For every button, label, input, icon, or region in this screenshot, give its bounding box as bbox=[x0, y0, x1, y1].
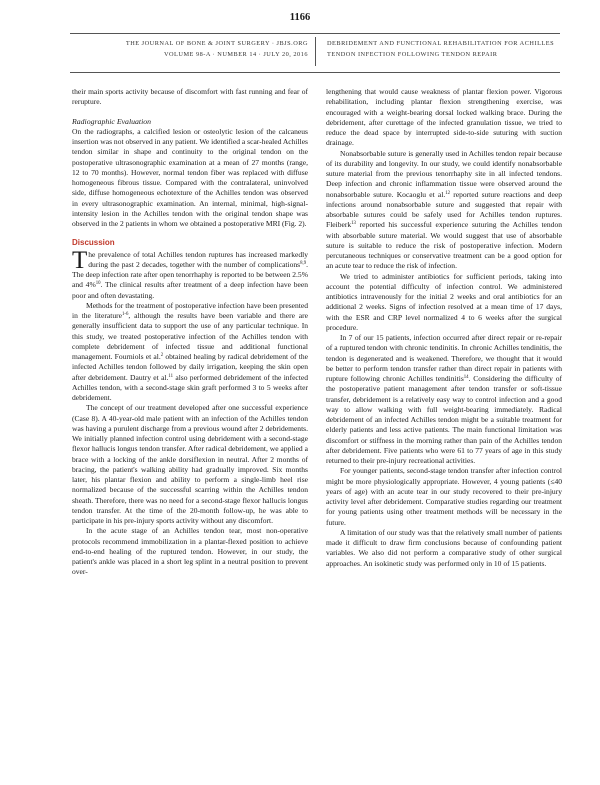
article-title-line2: TENDON INFECTION FOLLOWING TENDON REPAIR bbox=[327, 50, 498, 58]
right-column bbox=[326, 87, 562, 569]
volume-info: VOLUME 98-A · NUMBER 14 · JULY 20, 2016 bbox=[163, 50, 308, 58]
paragraph-discussion-1: The prevalence of total Achilles tendon ruptures has increased markedly during the past 2 decades, together with the number of complications$^{8,9}$. The deep infection rate after open tenorrhaphy is reported to be between 2.5% and 4%$^{10}$. The clinical results after treatment of a deep infection have been poor and often devastating. bbox=[72, 246, 308, 300]
header-rule-top bbox=[70, 33, 560, 34]
header-rule-bottom bbox=[70, 72, 560, 73]
paragraph-younger-patients: For younger patients, second-stage tendon transfer after infection control might be more physiologically appropriate. However, 4 young patients (≤40 years of age) with an acute tear in our study recovered to their pre-injury activity level after debridement. Comparative studies regarding our treatment for young patients using other treatment methods will be necessary in the future. bbox=[326, 466, 562, 527]
drop-cap: T bbox=[72, 246, 88, 274]
citation: 13 bbox=[351, 221, 356, 227]
header-divider bbox=[315, 37, 316, 66]
page-number: 1166 bbox=[289, 12, 311, 23]
running-header-left bbox=[72, 39, 308, 60]
subsection-title: Radiographic Evaluation bbox=[72, 116, 152, 126]
paragraph-continuation: their main sports activity because of discomfort with fast running and fear of rerupture. bbox=[72, 87, 308, 107]
citation: 12 bbox=[445, 190, 451, 196]
section-heading-discussion: Discussion bbox=[72, 238, 115, 248]
paragraph-discussion-3: The concept of our treatment developed after one successful experience (Case 8). A 40-year-old male patient with an infection of the Achilles tendon was having a purulent discharge from a previous wound after 2 debridements. We initially planned infection control using debridement with a second-stage flexor hallucis longus tendon transfer. After radical debridement, we applied a brace with a locking of the ankle dorsiflexion in neutral. After 2 months of bracing, the patient's walking ability had gradually improved. Six months later, his plantar flexion and ability to perform a single-limb heel rise normalized because of the successful scarring within the Achilles tendon sheath. Therefore, there was no need for a second-stage flexor hallucis longus tendon transfer. At the time of the 20-month follow-up, he was able to participate in his pre-injury sports activity without any discomfort. bbox=[72, 403, 308, 525]
paragraph-discussion-2: Methods for the treatment of postoperative infection have been presented in the literature$^{1-6}$, although the results have been variable and there are generally insufficient data to support the use of any particular technique. In this study, we treated postoperative infection of the Achilles tendon with complete debridement of infected tissue and additional functional management. Fourniols et al.$^2$ obtained healing by radical debridement of the infected Achilles tendon followed by daily irrigation, keeping the skin open after debridement. Dautry et al.$^{11}$ also performed debridement of the infected Achilles tendon, with a second-stage skin graft performed 3 to 5 weeks after debridement. bbox=[72, 300, 308, 402]
paragraph-chronic-tendinitis: In 7 of our 15 patients, infection occurred after direct repair or re-repair of a ruptured tendon with chronic tendinitis. In chronic Achilles tendinitis, the tendon is degenerated and is weakened. Therefore, we thought that it would be better to perform tendon transfer rather than direct repair in patients with rupture following chronic Achilles tendinitis$^{14}$. Considering the difficulty of the postoperative patient management after tendon transfer or soft-tissue transfer, debridement is a relatively easy way to control infection and a good way to allow walking with full weight-bearing immediately. Radical debridement of an infected Achilles tendon might be a suitable treatment for elderly patients and less active patients. The main functional limitation was discomfort or stiffness in the morning rather than pain of the Achilles tendon after debridement. Five patients who were 61 to 77 years of age in this study returned to their pre-injury recreational activities. bbox=[326, 333, 562, 465]
paragraph-suture: Nonabsorbable suture is generally used in Achilles tendon repair because of its durability and longevity. In our study, we could identify nonabsorbable suture material from the previous tenorrhaphy site in all infected tendons. Deep infection and chronic inflammation tissue were observed around the nonabsorbable suture. Kocaoglu et al.$^{12}$ reported suture reactions and deep infections around nonabsorbable suture and suggested that repair with absorbable sutures could be safely used for Achilles tendon ruptures. Fleiberk$^{13}$ reported his successful experience suturing the Achilles tendon with absorbable suture material. We would suggest that use of absorbable suture is suitable to reduce the risk of postoperative infection. Modern percutaneous techniques or conservative treatment can be a good option for an acute tear to reduce the risk of infection. bbox=[326, 148, 562, 271]
citation: 1-6 bbox=[121, 312, 129, 317]
article-title-line1: DEBRIDEMENT AND FUNCTIONAL REHABILITATION FOR ACHILLES bbox=[327, 40, 555, 47]
paragraph-antibiotics: We tried to administer antibiotics for sufficient periods, taking into account the potential difficulty of infection control. We administered antibiotics intravenously for the initial 2 weeks and oral antibiotics for an additional 2 weeks. Signs of infection resolved at a mean time of 17 days, with the ESR and CRP level normalized 4 to 6 weeks after the surgical procedure. bbox=[326, 271, 562, 332]
citation: 2 bbox=[160, 353, 164, 358]
citation: 14 bbox=[463, 375, 469, 380]
paragraph-radiographic: On the radiographs, a calcified lesion or osteolytic lesion of the calcaneus insertion was not observed in any patient. We identified a scar-healed Achilles tendon similar in shape and continuity to the original tendon on the postoperative ultrasonographic examination at a mean of 27 months (range, 12 to 70 months). However, normal tendon fiber was replaced with diffuse homogeneous fibrous tissue. Compared with the contralateral, uninvolved side, diffuse homogeneous echotexture of the Achilles tendon was observed in every ultrasonographic examination. An internal, minimal, high-signal-intensity lesion in the Achilles tendon with the original tendon shape was observed in the 2 patients in whom we obtained a postoperative MRI (Fig. 2). bbox=[72, 126, 308, 228]
running-header-right bbox=[327, 39, 563, 60]
left-column bbox=[72, 87, 308, 578]
citation: 8,9 bbox=[300, 260, 307, 266]
paragraph-discussion-4: In the acute stage of an Achilles tendon tear, most non-operative protocols recommend immobilization in a plantar-flexed position to achieve end-to-end healing of the ruptured tendon. However, in our study, the patient's ankle was placed in a short leg splint in a neutral position to prevent over- bbox=[72, 526, 308, 577]
paragraph-continuation-right: lengthening that would cause weakness of plantar flexion power. Vigorous rehabilitation, including plantar flexion strengthening exercise, was encouraged with a weight-bearing dorsal locked walking brace. During the debridement, after curettage of the infected granulation tissue, we tried to reduce the dead space by interrupted side-to-side suturing with suction drainage. bbox=[326, 87, 562, 148]
citation: 10 bbox=[95, 281, 101, 287]
paragraph-limitations: A limitation of our study was that the relatively small number of patients made it difficult to draw firm conclusions because of confounding patient variables. We also did not perform a comparative study of other surgical approaches. An isokinetic study was performed only in 10 of 15 patients. bbox=[326, 527, 562, 568]
citation: 11 bbox=[168, 373, 174, 379]
journal-name: THE JOURNAL OF BONE & JOINT SURGERY · JBJS.ORG bbox=[125, 40, 308, 47]
